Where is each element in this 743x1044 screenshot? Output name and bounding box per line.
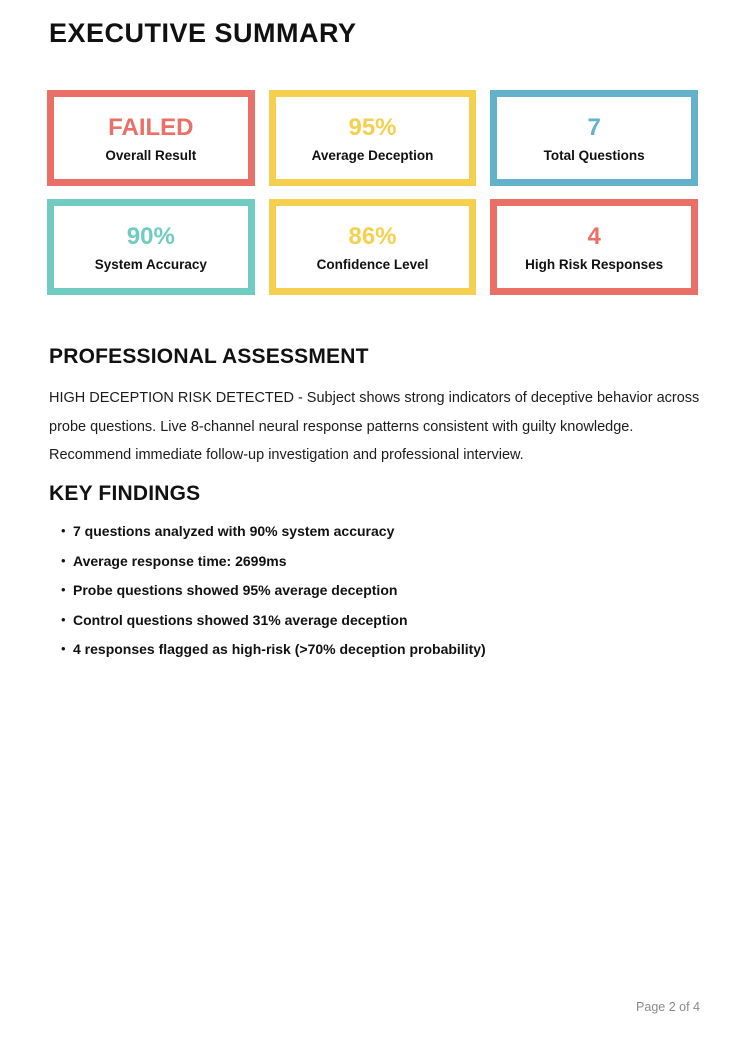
stat-label: System Accuracy	[94, 256, 207, 272]
findings-section-heading: KEY FINDINGS	[49, 482, 201, 505]
stat-card-system-accuracy	[47, 199, 255, 295]
assessment-section-heading: PROFESSIONAL ASSESSMENT	[49, 345, 369, 368]
stat-value: 7	[587, 113, 601, 141]
stat-value: 95%	[348, 113, 397, 141]
assessment-body-text: HIGH DECEPTION RISK DETECTED - Subject shows strong indicators of deceptive behavior across probe questions. Live 8-channel neural response patterns consistent with guilty knowledge. Recommend immediate follow-up investigation and professional interview.	[49, 390, 700, 463]
finding-item: • 4 responses flagged as high-risk (>70% deception probability)	[61, 642, 681, 656]
stat-label: Overall Result	[105, 147, 197, 163]
stat-card-average-deception	[269, 90, 477, 186]
finding-item: • Average response time: 2699ms	[61, 554, 681, 568]
stat-card-high-risk-responses	[490, 199, 698, 295]
stat-value: 86%	[348, 222, 397, 250]
finding-item: • Probe questions showed 95% average deception	[61, 583, 681, 597]
page-title: EXECUTIVE SUMMARY	[49, 18, 357, 48]
finding-item: • Control questions showed 31% average deception	[61, 613, 681, 627]
stat-label: Confidence Level	[316, 256, 429, 272]
stat-label: Total Questions	[543, 147, 645, 163]
stat-label: High Risk Responses	[525, 256, 664, 272]
stat-card-confidence-level	[269, 199, 477, 295]
stat-card-total-questions	[490, 90, 698, 186]
finding-item: • 7 questions analyzed with 90% system accuracy	[61, 524, 681, 538]
stat-value: 4	[587, 222, 601, 250]
page-number: Page 2 of 4	[636, 1000, 700, 1014]
summary-stat-cards	[47, 90, 698, 295]
stat-card-overall-result	[47, 90, 255, 186]
stat-value: FAILED	[108, 113, 194, 141]
key-findings-list	[61, 524, 681, 672]
stat-value: 90%	[126, 222, 175, 250]
stat-label: Average Deception	[311, 147, 434, 163]
